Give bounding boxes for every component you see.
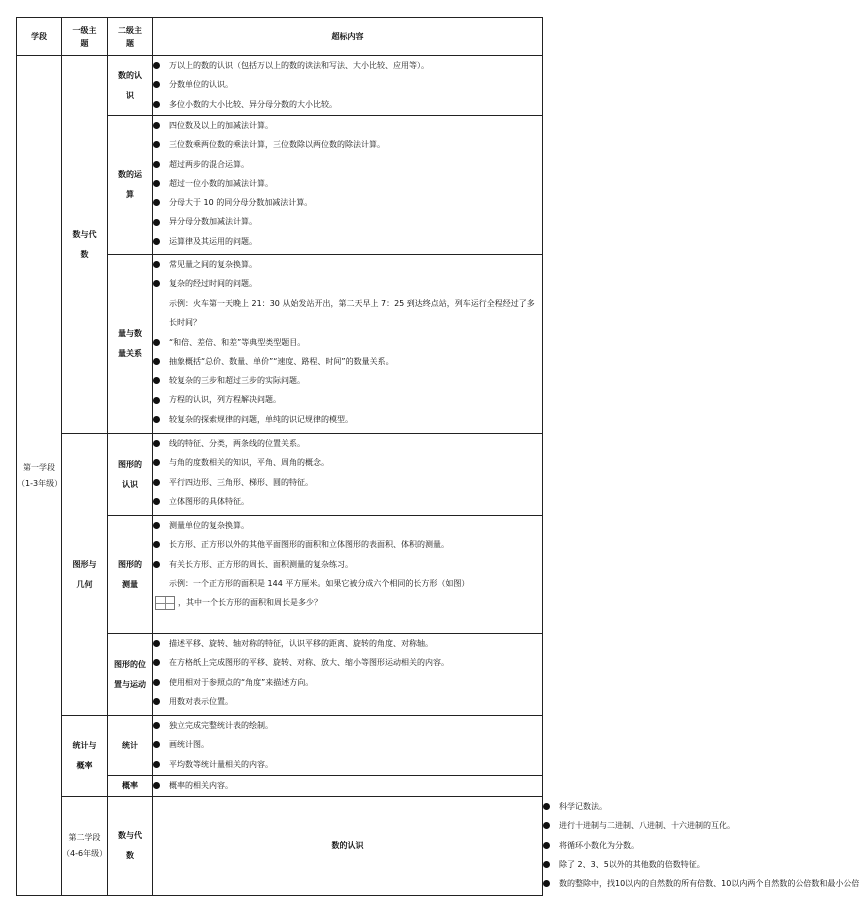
bullet-icon: [153, 219, 160, 226]
level2-shape-measure: 图形的测量: [108, 516, 153, 634]
bullet-icon: [153, 358, 160, 365]
bullet-icon: [153, 498, 160, 505]
list-item: [153, 453, 542, 472]
bullet-icon: [153, 761, 160, 768]
bullet-icon: [153, 122, 160, 129]
level2-position-motion: 图形的位置与运动: [108, 634, 153, 716]
list-item: [153, 352, 542, 371]
bullet-icon: [543, 822, 550, 829]
list-item-text: 概率的相关内容。: [169, 781, 233, 790]
content-table: [16, 17, 859, 896]
list-item-text: 科学记数法。: [559, 802, 607, 811]
content-statistics: [153, 716, 543, 776]
list-item-text: 万以上的数的认识（包括万以上的数的读法和写法、大小比较、应用等）。: [169, 61, 429, 70]
bullet-icon: [153, 741, 160, 748]
bullet-icon: [153, 541, 160, 548]
bullet-icon: [153, 199, 160, 206]
content-num-recognition: [153, 56, 543, 116]
content-num-operation: [153, 116, 543, 255]
bullet-icon: [153, 698, 160, 705]
header-stage: 学段: [17, 18, 62, 56]
list-item: [153, 716, 542, 735]
bullet-icon: [153, 377, 160, 384]
list-item-text: 与角的度数相关的知识，平角、周角的概念。: [169, 458, 329, 468]
list-item: [153, 673, 542, 692]
bullet-icon: [153, 180, 160, 187]
list-item-text: 常见量之间的复杂换算。: [169, 260, 257, 269]
list-item: [153, 135, 542, 154]
list-item: [153, 232, 542, 251]
list-item-text: 进行十进制与二进制、八进制、十六进制的互化。: [559, 821, 735, 831]
content-shape-recognition: [153, 434, 543, 516]
list-item-text: 方程的认识，列方程解决问题。: [169, 395, 281, 405]
list-item: [153, 116, 542, 135]
level2-quantity: 量与数量关系: [108, 255, 153, 434]
measure-example-line2: ，其中一个长方形的面积和周长是多少？: [178, 598, 322, 608]
list-item-text: 用数对表示位置。: [169, 696, 233, 706]
list-item-text: 复杂的经过时间的问题。: [169, 279, 257, 289]
list-item-text: 异分母分数加减法计算。: [169, 217, 257, 227]
list-item: [153, 371, 542, 390]
bullet-icon: [153, 459, 160, 466]
list-item: [153, 492, 542, 511]
stage-2-cell: 第二学段（4-6年级）: [62, 797, 108, 896]
header-row: [17, 18, 543, 56]
bullet-icon: [153, 81, 160, 88]
list-item-text: 测量单位的复杂换算。: [169, 521, 249, 530]
bullet-icon: [153, 238, 160, 245]
bullet-icon: [153, 161, 160, 168]
list-item: [153, 410, 542, 429]
list-item-text: 线的特征、分类，两条线的位置关系。: [169, 439, 305, 448]
list-item: [153, 535, 542, 554]
content-probability: [153, 776, 543, 797]
list-item: [153, 174, 542, 193]
list-item-text: 抽象概括“总价、数量、单价”“速度、路程、时间”的数量关系。: [169, 356, 394, 366]
list-item-text: 数的整除中，找10以内的自然数的所有倍数、10以内两个自然数的公倍数和最小公倍: [559, 879, 859, 889]
list-item: [153, 434, 542, 453]
list-item-text: 多位小数的大小比较、异分母分数的大小比较。: [169, 99, 337, 109]
bullet-icon: [153, 62, 160, 69]
measure-example-line1: 示例：一个正方形的面积是 144 平方厘米。如果它被分成六个相同的长方形（如图）: [169, 578, 470, 588]
list-item-text: “和倍、差倍、和差”等典型类型题目。: [169, 337, 306, 347]
bullet-icon: [543, 880, 550, 887]
bullet-icon: [153, 416, 160, 423]
list-item-text: 画统计图。: [169, 740, 209, 750]
list-item-text: 立体图形的具体特征。: [169, 496, 249, 506]
level1-num-algebra: 数与代数: [62, 56, 108, 434]
list-item-text: 在方格纸上完成图形的平移、旋转、对称、放大、缩小等图形运动相关的内容。: [169, 658, 449, 668]
content-position-motion: [153, 634, 543, 716]
bullet-icon: [153, 479, 160, 486]
level1-s2-num-algebra: 数与代数: [108, 797, 153, 896]
list-item-text: 平均数等统计量相关的内容。: [169, 759, 273, 769]
list-item-text: 超过两步的混合运算。: [169, 159, 249, 169]
list-item-text: 有关长方形、正方形的周长、面积测量的复杂练习。: [169, 559, 353, 569]
list-item: [153, 516, 542, 535]
level2-probability: 概率: [108, 776, 153, 797]
bullet-icon: [153, 141, 160, 148]
bullet-icon: [153, 280, 160, 287]
list-item: [153, 274, 542, 293]
bullet-icon: [153, 561, 160, 568]
level2-num-recognition: 数的认识: [108, 56, 153, 116]
bullet-icon: [153, 722, 160, 729]
bullet-icon: [543, 842, 550, 849]
list-item: [153, 75, 542, 94]
bullet-icon: [153, 782, 160, 789]
level2-s2-num-recognition: 数的认识: [153, 797, 543, 896]
list-item-text: 分母大于 10 的同分母分数加减法计算。: [169, 198, 313, 208]
level2-statistics: 统计: [108, 716, 153, 776]
list-item: [153, 755, 542, 774]
level2-num-operation: 数的运算: [108, 116, 153, 255]
list-item-text: 分数单位的认识。: [169, 80, 233, 90]
list-item: [153, 776, 542, 795]
header-level1: 一级主题: [62, 18, 108, 56]
list-item: [153, 634, 542, 653]
list-item-text: 描述平移、旋转、轴对称的特征，认识平移的距离、旋转的角度、对称轴。: [169, 639, 433, 648]
list-item: [153, 735, 542, 754]
list-item-text: 将循环小数化为分数。: [559, 840, 639, 850]
list-item: [153, 212, 542, 231]
bullet-icon: [153, 640, 160, 647]
list-item: [153, 56, 542, 75]
bullet-icon: [543, 861, 550, 868]
list-item-text: 较复杂的探索规律的问题，单纯的识记规律的模型。: [169, 414, 353, 424]
rectangle-grid-icon: [155, 596, 175, 610]
list-item-text: 三位数乘两位数的乘法计算，三位数除以两位数的除法计算。: [169, 140, 385, 150]
bullet-icon: [153, 101, 160, 108]
list-item-text: 长方形、正方形以外的其他平面图形的面积和立体图形的表面积、体积的测量。: [169, 540, 449, 550]
bullet-icon: [153, 679, 160, 686]
list-item-text: 超过一位小数的加减法计算。: [169, 178, 273, 188]
list-item: [153, 95, 542, 114]
bullet-icon: [153, 440, 160, 447]
list-item: [153, 255, 542, 274]
list-item: [153, 555, 542, 574]
bullet-icon: [153, 397, 160, 404]
list-item: [153, 193, 542, 212]
list-item: [153, 390, 542, 409]
list-item-text: 除了 2、3、5以外的其他数的倍数特征。: [559, 859, 705, 869]
list-item: [153, 333, 542, 352]
list-item: [153, 653, 542, 672]
list-item: [153, 155, 542, 174]
bullet-icon: [543, 803, 550, 810]
list-item: [153, 692, 542, 711]
bullet-icon: [153, 261, 160, 268]
list-item-text: 四位数及以上的加减法计算。: [169, 121, 273, 130]
content-quantity: [153, 255, 543, 434]
list-item: [153, 473, 542, 492]
list-item-text: 平行四边形、三角形、梯形、圆的特征。: [169, 477, 313, 487]
level1-statistics: 统计与概率: [62, 716, 108, 797]
bullet-icon: [153, 659, 160, 666]
header-level2: 二级主题: [108, 18, 153, 56]
bullet-icon: [153, 522, 160, 529]
list-item-text: 运算律及其运用的问题。: [169, 236, 257, 246]
list-item-text: 独立完成完整统计表的绘制。: [169, 721, 273, 730]
header-content: 超标内容: [153, 18, 543, 56]
level2-shape-recognition: 图形的认识: [108, 434, 153, 516]
quantity-example: 示例：火车第一天晚上 21：30 从始发站开出，第二天早上 7：25 到达终点站，列车运行全程经过了多长时间？: [169, 298, 535, 328]
bullet-icon: [153, 339, 160, 346]
stage-1-cell: 第一学段（1-3年级）: [17, 56, 62, 896]
content-shape-measure: [153, 516, 543, 634]
level1-geometry: 图形与几何: [62, 434, 108, 716]
list-item-text: 较复杂的三步和超过三步的实际问题。: [169, 376, 305, 386]
list-item-text: 使用相对于参照点的“角度”来描述方向。: [169, 677, 314, 687]
